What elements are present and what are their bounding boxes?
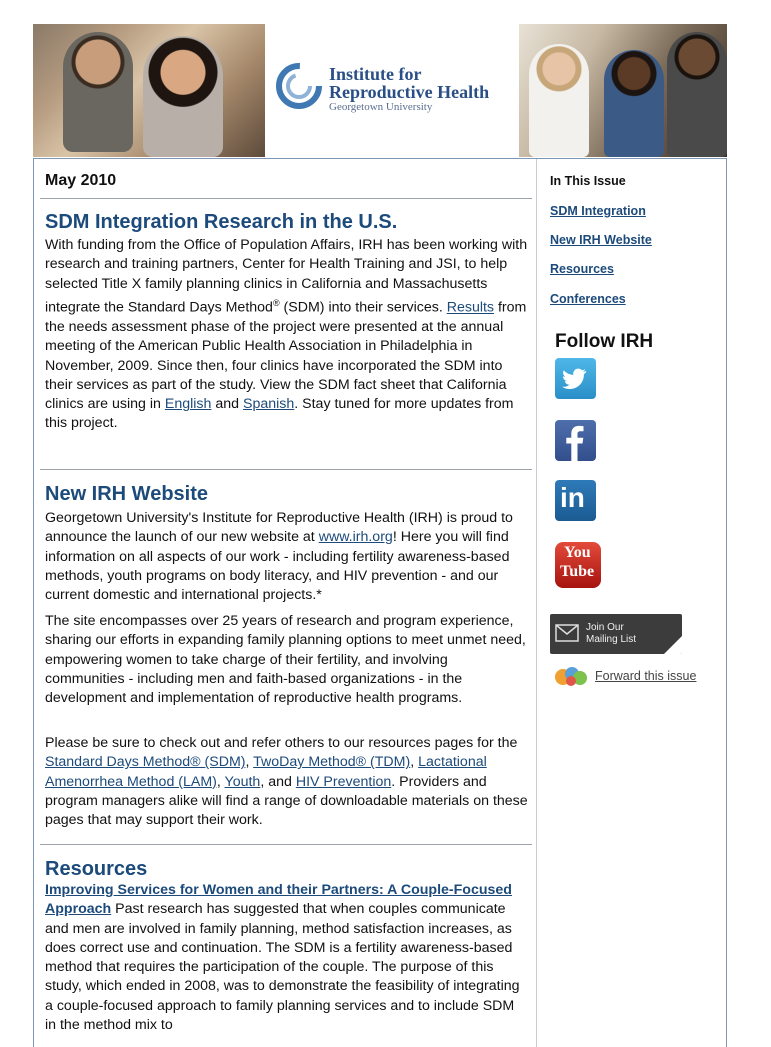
article-title-website: New IRH Website (45, 483, 208, 505)
text: , (410, 754, 415, 771)
youtube-icon[interactable] (555, 542, 601, 588)
text: , (245, 754, 254, 771)
follow-irh-title: Follow IRH (555, 331, 654, 352)
irh-website-link[interactable]: www.irh.org (318, 529, 393, 546)
youtube-text-2: Tube (560, 563, 595, 580)
header-banner (33, 24, 727, 157)
text: and (211, 396, 243, 413)
twitter-bird-icon (555, 358, 596, 399)
envelope-icon (555, 624, 579, 642)
newsletter (33, 24, 727, 1047)
hiv-resource-link[interactable]: HIV Prevention (295, 773, 392, 790)
tdm-resource-link[interactable]: TwoDay Method® (TDM) (253, 754, 411, 771)
text: ! Here you will find information on all aspects of our work - including fertility awareness-based methods, youth programs on body literacy, and HIV prevention - and our current domestic and international projects.* (45, 529, 510, 604)
divider (40, 469, 532, 470)
forward-this-issue-link[interactable]: Forward this issue (595, 669, 697, 683)
join-label-line-2: Mailing List (586, 634, 637, 645)
join-label-line-1: Join Our (586, 622, 624, 633)
article-title-sdm: SDM Integration Research in the U.S. (45, 211, 398, 233)
article-title-resources: Resources (45, 858, 148, 880)
linkedin-text: in (560, 482, 585, 513)
text: from the needs assessment phase of the project were presented at the annual meeting of the American Public Health Association in Philadelphia in November, 2009. Since then, four clinics have incorporated the SDM into their services as part of the study. View the SDM fact sheet that California clinics are using in (45, 299, 527, 413)
logo-line-1: Institute for (329, 64, 422, 84)
article-body-website-p1 (45, 509, 529, 605)
facebook-f-icon (555, 420, 596, 461)
results-link[interactable]: Results (446, 299, 495, 316)
spanish-link[interactable]: Spanish (242, 396, 295, 413)
english-link[interactable]: English (164, 396, 212, 413)
couple-focused-study-link[interactable]: Improving Services for Women and their Partners: A Couple-Focused Approach (45, 882, 512, 918)
text: (SDM) into their services. (279, 299, 447, 316)
forward-people-icon[interactable] (553, 665, 591, 689)
text: Past research has suggested that when couples communicate and men are involved in family planning, method satisfaction increases, as does correct use and continuation. The SDM is a fertility awareness-based method that requires the participation of the couple. The purpose of this study, which ended in 2008, was to demonstrate the feasibility of integrating a couple-focused approach to family planning services and to include SDM in the method mix to (45, 901, 520, 1034)
irh-logo-mark-icon (275, 62, 323, 110)
couple-photo (33, 24, 265, 157)
youth-resource-link[interactable]: Youth (224, 773, 261, 790)
join-mailing-list-button[interactable] (550, 614, 682, 654)
divider (40, 198, 532, 199)
linkedin-icon[interactable] (555, 480, 596, 521)
logo-line-2: Reproductive Health (329, 82, 490, 102)
sidebar-link-new-irh-website[interactable]: New IRH Website (550, 233, 652, 247)
content-frame (33, 158, 727, 1047)
text: , and (260, 773, 296, 790)
logo-line-3: Georgetown University (329, 101, 433, 113)
lam-resource-link[interactable]: Lactational Amenorrhea Method (LAM) (45, 754, 487, 790)
article-body-website-p3 (45, 734, 529, 830)
sidebar-link-conferences[interactable]: Conferences (550, 292, 626, 306)
divider (40, 844, 532, 845)
text: Please be sure to check out and refer others to our resources pages for the (45, 735, 518, 751)
youtube-text-1: You (564, 544, 591, 561)
text: , (216, 773, 225, 790)
text: With funding from the Office of Population Affairs, IRH has been working with research and training partners, Center for Health Training and JSI, to help selected Title X family planning clinics in California and Massachusetts integrate the Standard Days Method (45, 237, 528, 316)
sidebar-divider (536, 159, 537, 1047)
twitter-icon[interactable] (555, 358, 596, 399)
page-curl (664, 636, 682, 654)
article-body-resources (45, 881, 529, 1035)
registered-mark: ® (272, 297, 280, 308)
text: Georgetown University's Institute for Reproductive Health (IRH) is proud to announce the launch of our new website at (45, 510, 513, 546)
sidebar-link-resources[interactable]: Resources (550, 262, 614, 276)
sidebar-link-sdm-integration[interactable]: SDM Integration (550, 204, 646, 218)
article-body-website-p2: The site encompasses over 25 years of research and program experience, sharing our efforts in expanding family planning options to meet unmet need, empowering women to take charge of their fertility, and involving communities - including men and faith-based organizations - in the development and implementation of reproductive health programs. (45, 613, 526, 707)
facebook-icon[interactable] (555, 420, 596, 461)
sdm-resource-link[interactable]: Standard Days Method® (SDM) (45, 754, 246, 771)
clinic-photo (519, 24, 727, 157)
irh-logo[interactable] (273, 62, 523, 122)
in-this-issue-title: In This Issue (550, 174, 626, 188)
issue-date: May 2010 (45, 172, 117, 189)
article-body-sdm (45, 236, 529, 434)
text: . Stay tuned for more updates from this project. (45, 396, 514, 432)
text: . Providers and program managers alike will find a range of downloadable materials on these pages that may support their work. (45, 773, 528, 829)
